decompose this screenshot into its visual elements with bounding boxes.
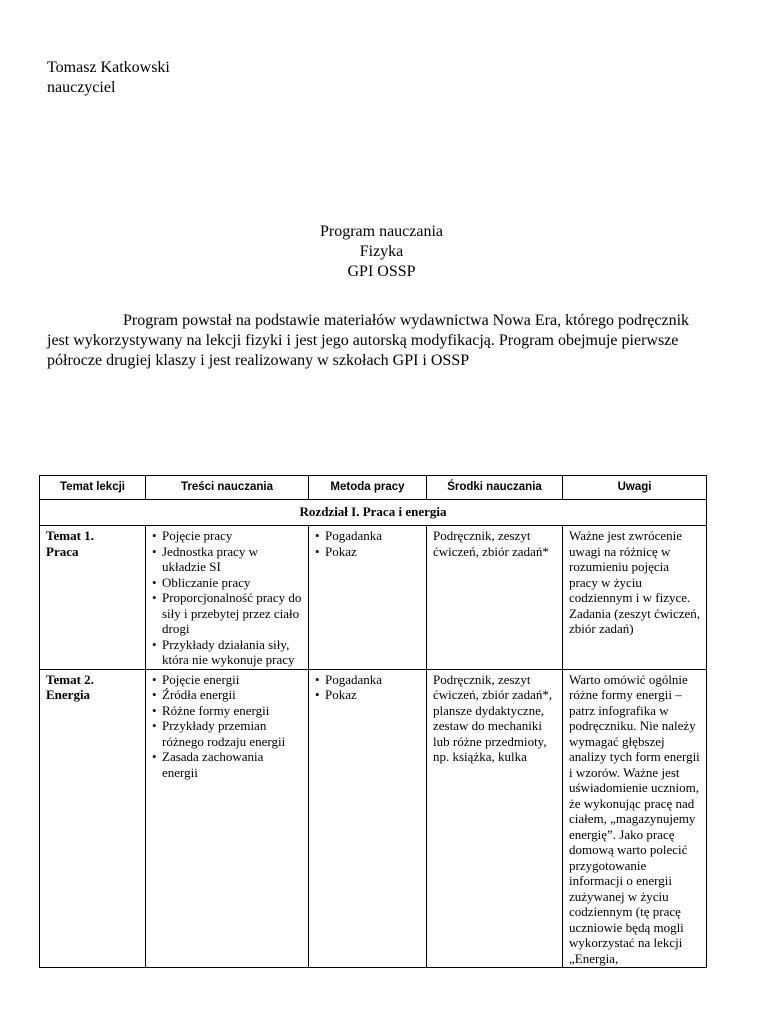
header-content: Treści nauczania [146,476,309,500]
content-cell [146,526,309,670]
resources-cell: Podręcznik, zeszyt ćwiczeń, zbiór zadań*, plansze dydaktyczne, zestaw do mechaniki lub różne przedmioty, np. książka, kulka [427,669,563,968]
intro-paragraph [47,311,717,371]
list-item: • Zasada zachowania energii [152,749,302,780]
title-line-2: Fizyka [359,243,404,260]
header-resources: Środki nauczania [427,476,563,500]
list-item: • Proporcjonalność pracy do siły i przebytej przez ciało drogi [152,590,302,637]
table-row [40,669,707,968]
notes-cell: Warto omówić ogólnie różne formy energii – patrz infografika w podręczniku. Nie należy wymagać głębszej analizy tych form energii i wzorów. Ważne jest uświadomienie uczniom, że wykonując pracę nad ciałem, „magazynujemy energię”. Jako pracę domową warto polecić przygotowanie informacji o energii zużywanej w życiu codziennym (tę pracę uczniowie będą mogli wykorzystać na lekcji „Energia, [563,669,707,968]
list-item: • Różne formy energii [152,703,302,719]
topic-name: Energia [46,687,91,702]
list-item: • Pogadanka [315,672,420,688]
document-title [0,222,763,282]
author-block [47,58,170,98]
topic-name: Praca [46,543,79,559]
method-cell [309,669,427,968]
header-topic: Temat lekcji [40,476,146,500]
section-title: Rozdział I. Praca i energia [40,500,707,526]
topic-cell [40,669,146,968]
author-name: Tomasz Katkowski [47,59,170,76]
list-item: • Źródła energii [152,687,302,703]
method-cell [309,526,427,670]
list-item: • Pogadanka [315,528,420,544]
title-line-3: GPI OSSP [347,263,416,280]
intro-line-3: półrocze drugiej klaszy i jest realizowany w szkołach GPI i OSSP [47,352,470,369]
topic-number: Temat 2. [46,671,94,687]
list-item: • Obliczanie pracy [152,575,302,591]
intro-line-2: jest wykorzystywany na lekcji fizyki i jest jego autorską modyfikacją. Program obejmuje pierwsze [47,332,679,349]
table-row [40,526,707,670]
author-role: nauczyciel [47,79,116,96]
table-header-row [40,476,707,500]
section-row [40,500,707,526]
header-notes: Uwagi [563,476,707,500]
topic-cell [40,526,146,670]
header-method: Metoda pracy [309,476,427,500]
list-item: • Pokaz [315,544,420,560]
intro-line-1: Program powstał na podstawie materiałów wydawnictwa Nowa Era, którego podręcznik [123,312,690,329]
list-item: • Pojęcie pracy [152,528,302,544]
title-line-1: Program nauczania [319,223,444,240]
notes-cell: Ważne jest zwrócenie uwagi na różnicę w rozumieniu pojęcia pracy w życiu codziennym i w fizyce. Zadania (zeszyt ćwiczeń, zbiór zadań) [563,526,707,670]
list-item: • Przykłady przemian różnego rodzaju energii [152,718,302,749]
content-cell [146,669,309,968]
program-table [39,475,707,968]
list-item: • Pojęcie energii [152,672,302,688]
list-item: • Jednostka pracy w układzie SI [152,544,302,575]
list-item: • Pokaz [315,687,420,703]
topic-number: Temat 1. [46,528,94,543]
resources-cell: Podręcznik, zeszyt ćwiczeń, zbiór zadań* [427,526,563,670]
list-item: • Przykłady działania siły, która nie wykonuje pracy [152,637,302,668]
